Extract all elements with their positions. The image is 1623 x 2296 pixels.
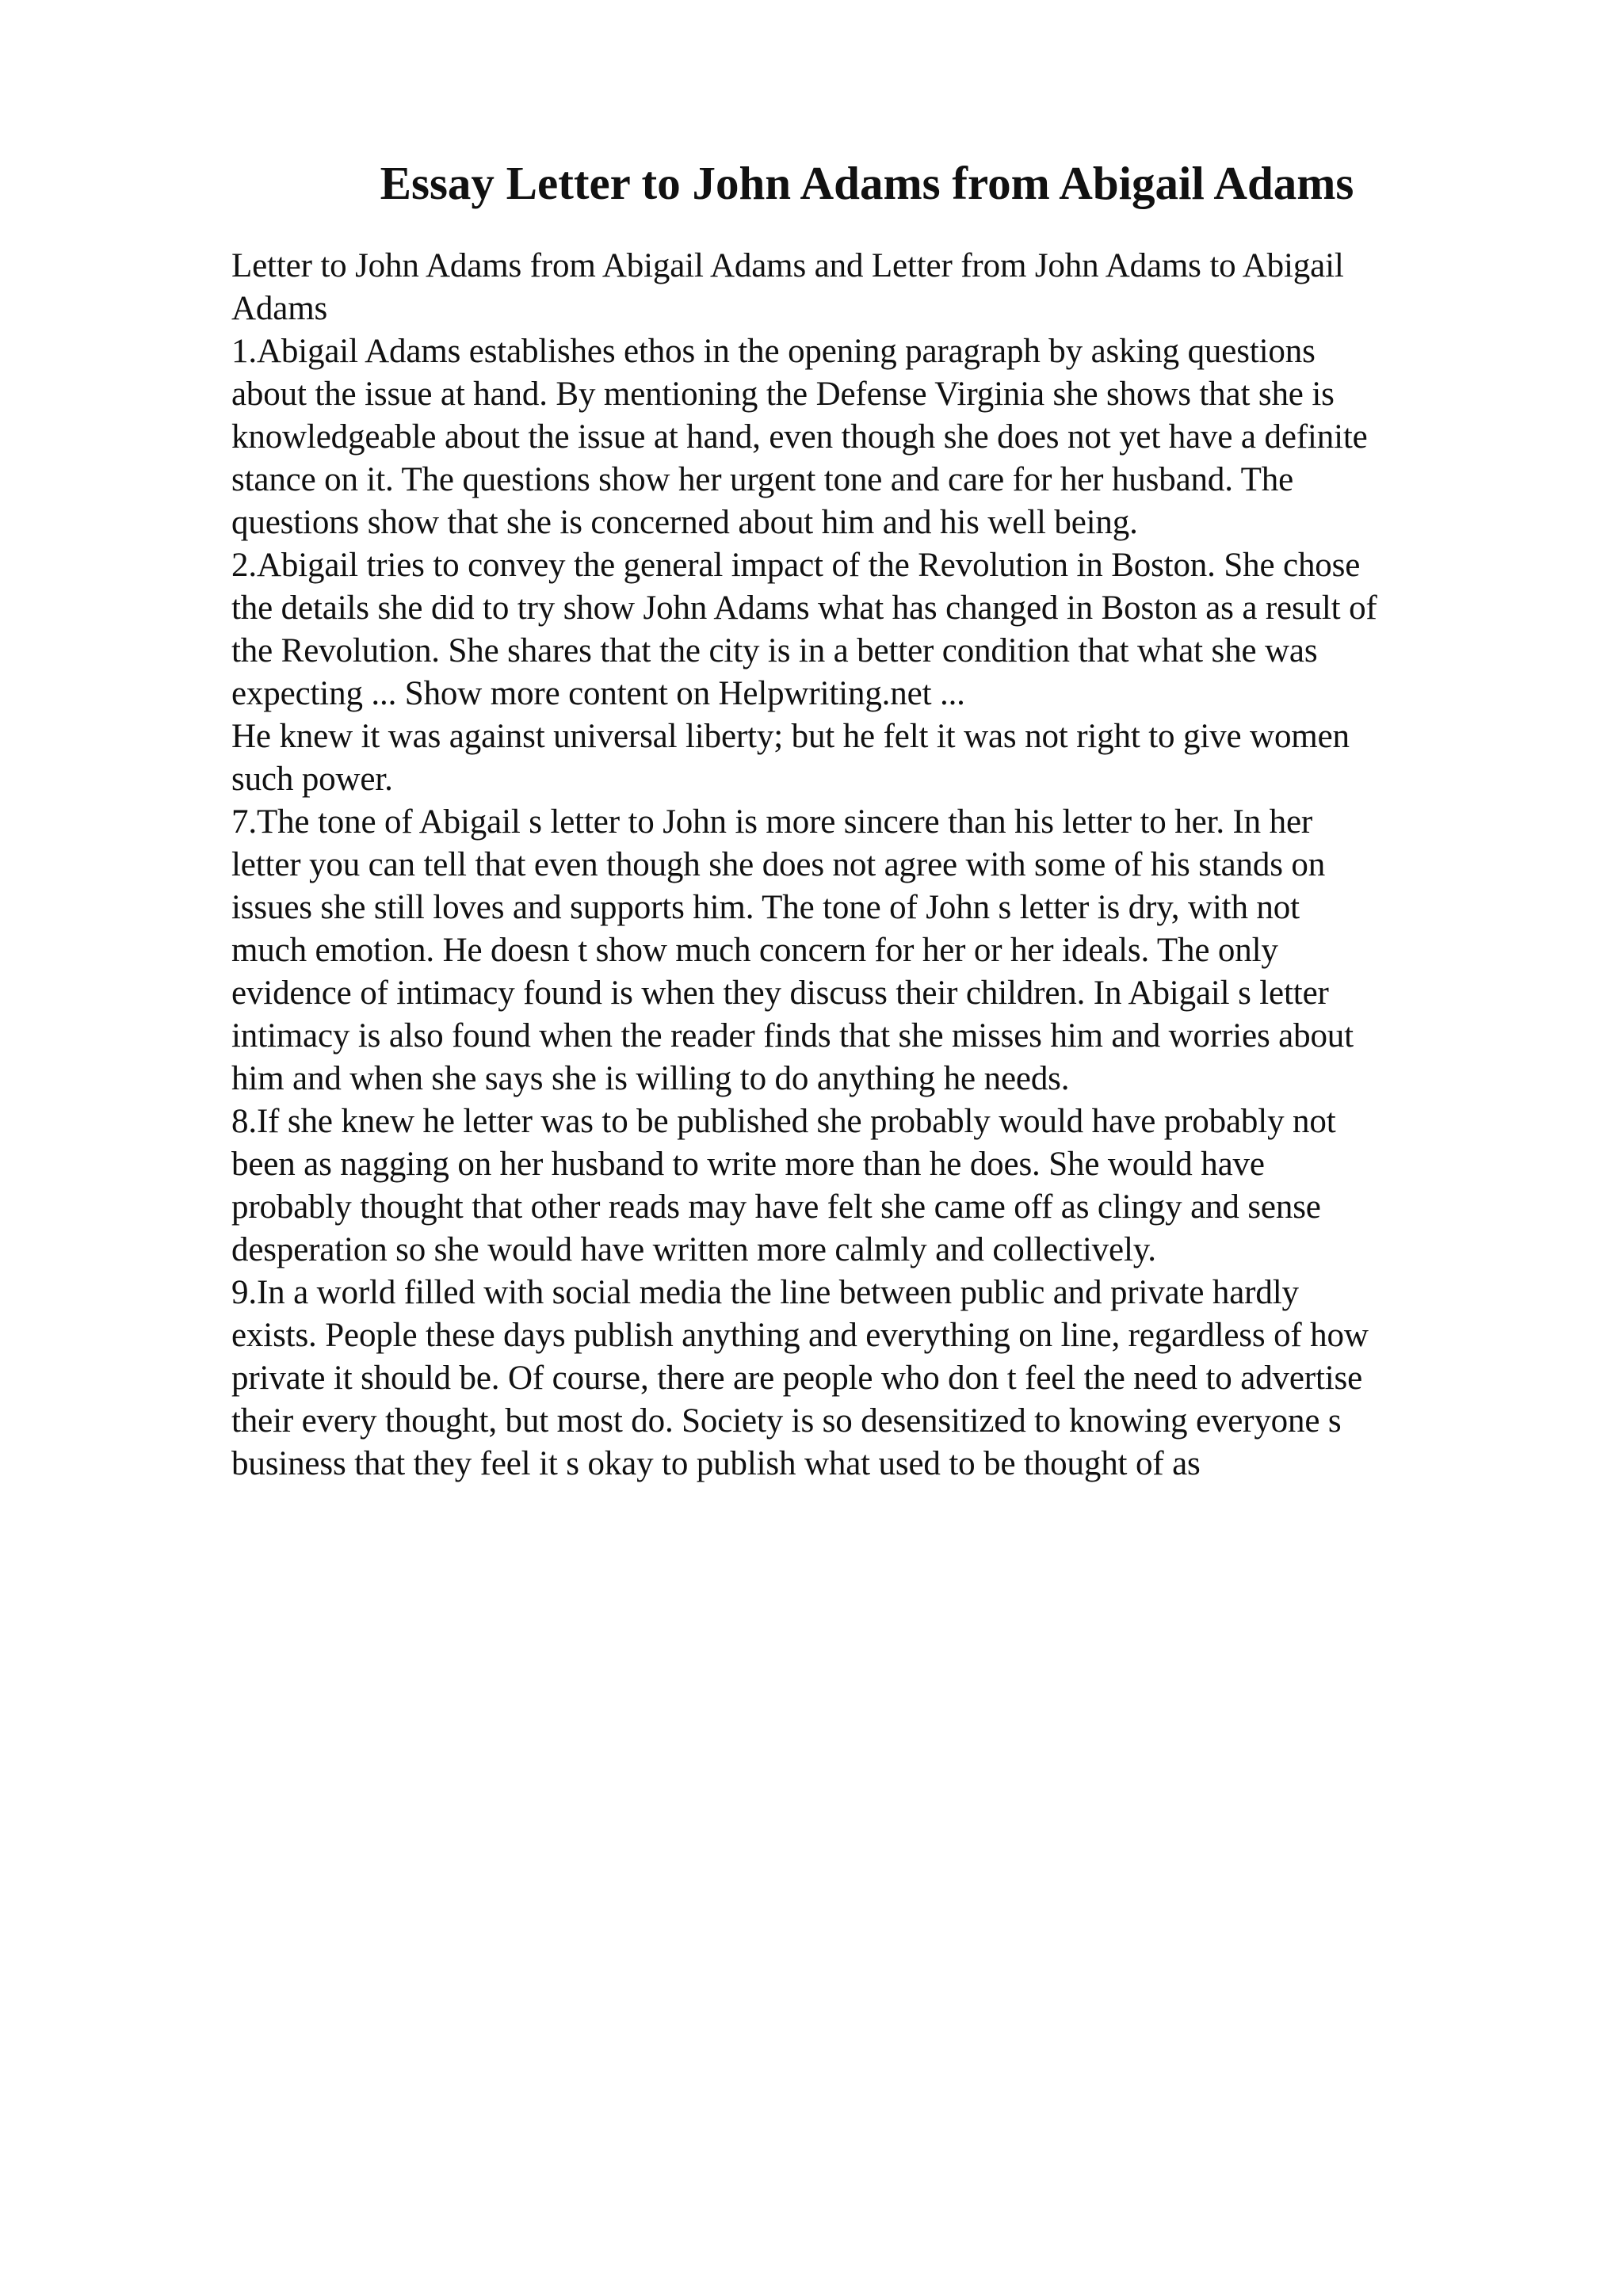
body-line: intimacy is also found when the reader finds that she misses him and worries about	[231, 1017, 1354, 1055]
body-line: issues she still loves and supports him. The tone of John s letter is dry, with not	[231, 889, 1300, 926]
body-line: 7.The tone of Abigail s letter to John is more sincere than his letter to her. In her	[231, 803, 1313, 841]
document-body	[231, 245, 1515, 1486]
body-line: expecting ... Show more content on Helpwriting.net ...	[231, 675, 965, 712]
body-line: exists. People these days publish anything and everything on line, regardless of how	[231, 1317, 1369, 1354]
body-line: desperation so she would have written more calmly and collectively.	[231, 1231, 1156, 1268]
body-line: probably thought that other reads may have felt she came off as clingy and sense	[231, 1188, 1321, 1226]
body-line: Adams	[231, 290, 328, 327]
body-line: about the issue at hand. By mentioning the Defense Virginia she shows that she is	[231, 376, 1335, 413]
body-line: questions show that she is concerned about him and his well being.	[231, 504, 1138, 541]
body-line: evidence of intimacy found is when they discuss their children. In Abigail s letter	[231, 974, 1329, 1012]
body-line: their every thought, but most do. Society is so desensitized to knowing everyone s	[231, 1402, 1342, 1440]
body-line: him and when she says she is willing to do anything he needs.	[231, 1060, 1070, 1097]
body-line: 8.If she knew he letter was to be published she probably would have probably not	[231, 1103, 1336, 1140]
body-line: knowledgeable about the issue at hand, even though she does not yet have a definite	[231, 418, 1368, 456]
body-line: Letter to John Adams from Abigail Adams and Letter from John Adams to Abigail	[231, 247, 1344, 284]
body-line: 9.In a world filled with social media the line between public and private hardly	[231, 1274, 1299, 1311]
document-title: Essay Letter to John Adams from Abigail Adams	[380, 157, 1354, 209]
body-line: 2.Abigail tries to convey the general impact of the Revolution in Boston. She chose	[231, 547, 1361, 584]
body-line: He knew it was against universal liberty; but he felt it was not right to give women	[231, 718, 1350, 755]
body-line: much emotion. He doesn t show much concern for her or her ideals. The only	[231, 932, 1278, 969]
body-line: private it should be. Of course, there are people who don t feel the need to advertise	[231, 1360, 1363, 1397]
body-line: letter you can tell that even though she does not agree with some of his stands on	[231, 846, 1326, 883]
body-line: been as nagging on her husband to write more than he does. She would have	[231, 1146, 1265, 1183]
body-line: stance on it. The questions show her urgent tone and care for her husband. The	[231, 461, 1294, 498]
body-line: the Revolution. She shares that the city is in a better condition that what she was	[231, 632, 1318, 669]
body-line: 1.Abigail Adams establishes ethos in the opening paragraph by asking questions	[231, 333, 1316, 370]
body-line: such power.	[231, 761, 393, 798]
body-line: the details she did to try show John Adams what has changed in Boston as a result of	[231, 589, 1377, 627]
body-line: business that they feel it s okay to publish what used to be thought of as	[231, 1445, 1201, 1482]
